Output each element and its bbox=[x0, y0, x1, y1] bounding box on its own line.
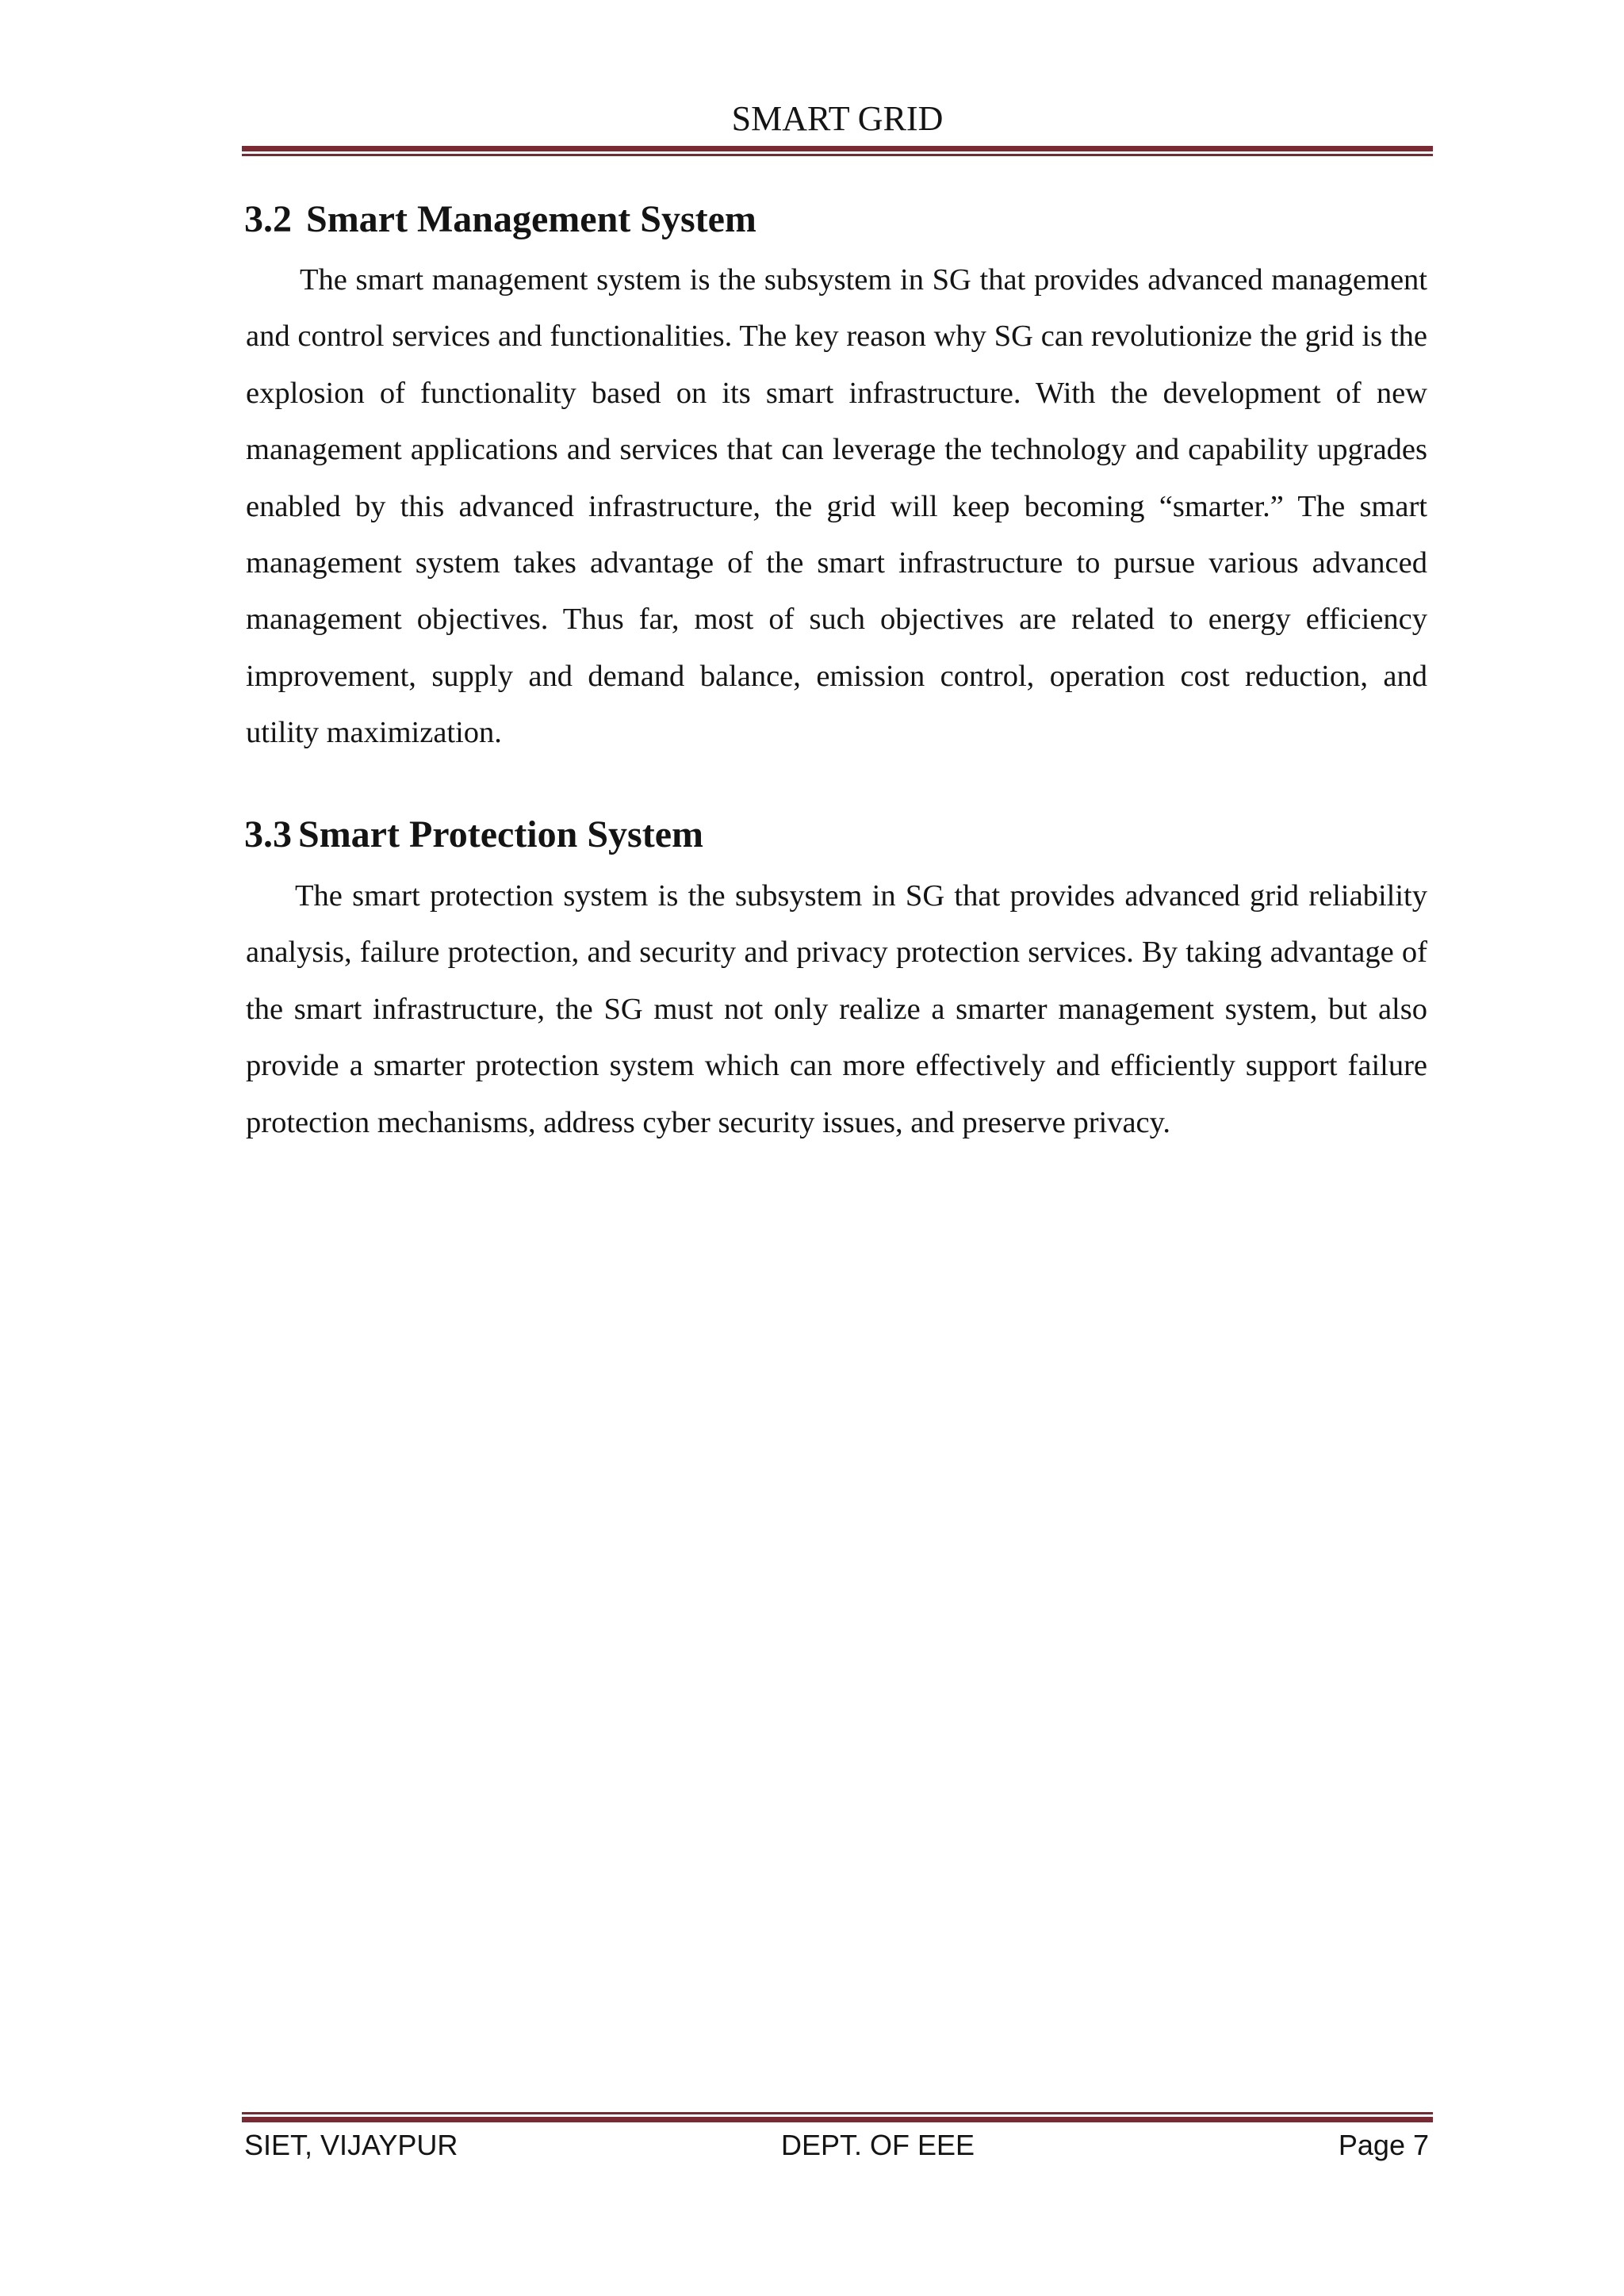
header-rule-thick bbox=[242, 146, 1433, 151]
section-paragraph-3-3 bbox=[246, 868, 1427, 1151]
section-title: Smart Management System bbox=[306, 198, 756, 240]
footer-page-number: Page 7 bbox=[1338, 2129, 1429, 2161]
footer-institution: SIET, VIJAYPUR bbox=[244, 2129, 458, 2161]
section-paragraph-3-2 bbox=[246, 252, 1427, 762]
footer-rule-thick bbox=[242, 2117, 1433, 2122]
section-title: Smart Protection System bbox=[298, 813, 703, 855]
section-number: 3.2 bbox=[244, 198, 292, 240]
section-number: 3.3 bbox=[244, 813, 292, 855]
section-heading-3-3 bbox=[244, 813, 703, 855]
header-rule-thin bbox=[242, 154, 1433, 156]
footer-rule-thin bbox=[242, 2112, 1433, 2114]
footer-department: DEPT. OF EEE bbox=[781, 2129, 975, 2161]
paragraph-text: The smart management system is the subsystem in SG that provides advanced management and control services and functionalities. The key reason why SG can revolutionize the grid is the explosion of functionality based on its smart infrastructure. With the development of new management applications and services that can leverage the technology and capability upgrades enabled by this advanced infrastructure, the grid will keep becoming “smarter.” The smart management system takes advantage of the smart infrastructure to pursue various advanced management objectives. Thus far, most of such objectives are related to energy efficiency improvement, supply and demand balance, emission control, operation cost reduction, and utility maximization. bbox=[246, 263, 1427, 750]
paragraph-text: The smart protection system is the subsystem in SG that provides advanced grid reliability analysis, failure protection, and security and privacy protection services. By taking advantage of the smart infrastructure, the SG must not only realize a smarter management system, but also provide a smarter protection system which can more effectively and efficiently support failure protection mechanisms, address cyber security issues, and preserve privacy. bbox=[246, 879, 1427, 1139]
section-heading-3-2 bbox=[244, 198, 756, 240]
running-header: SMART GRID bbox=[731, 99, 944, 138]
